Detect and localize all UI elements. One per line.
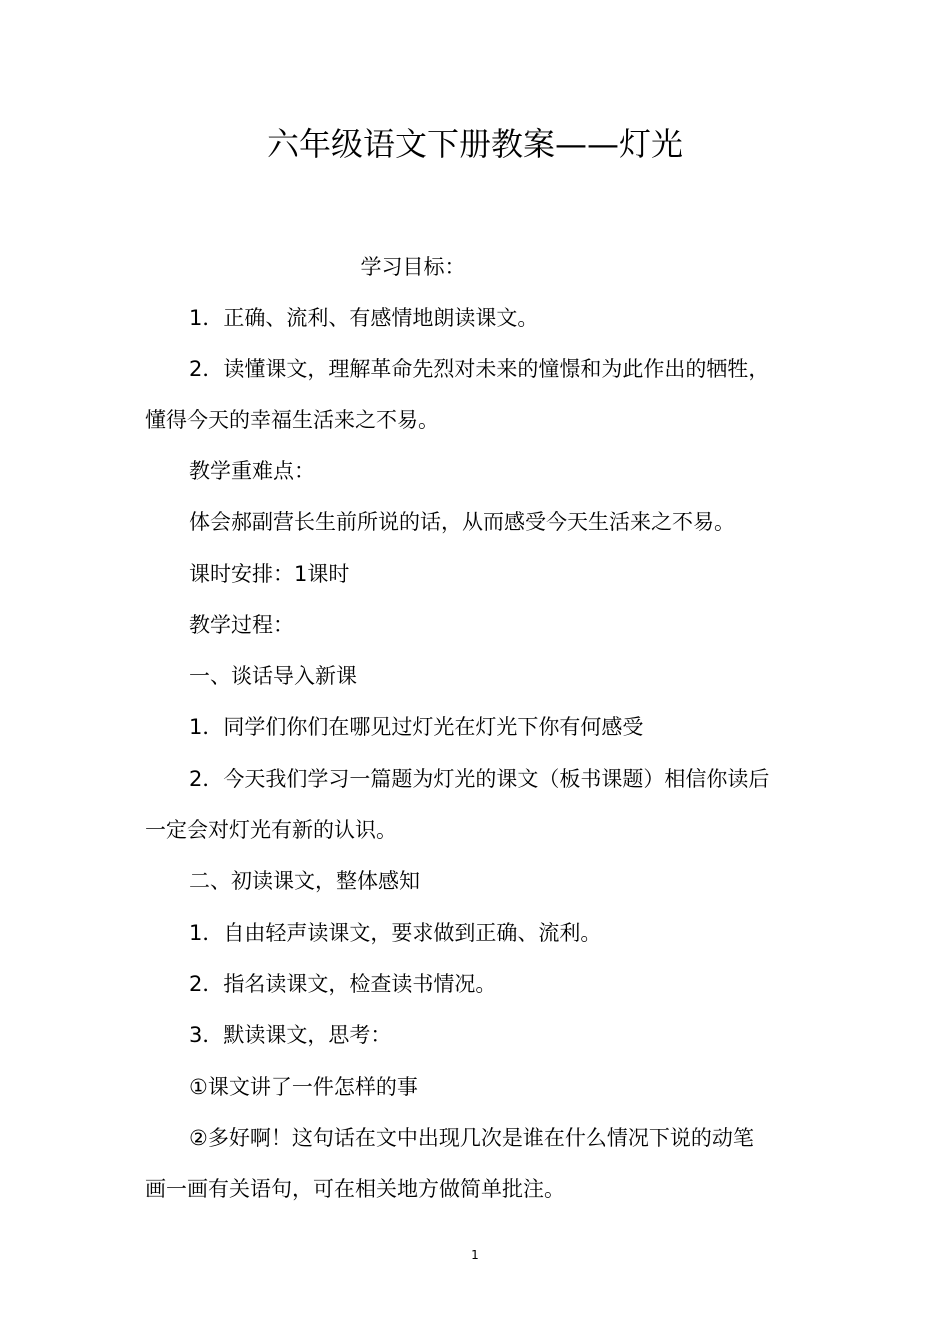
paragraph-line: 3．默读课文，思考： [189,1023,392,1047]
paragraph-line: 2．指名读课文，检查读书情况。 [189,972,497,996]
section-heading-learning-goals: 学习目标： [360,255,466,279]
paragraph-line: 2．读懂课文，理解革命先烈对未来的憧憬和为此作出的牺牲， [189,357,770,381]
paragraph-line: 懂得今天的幸福生活来之不易。 [145,408,439,432]
paragraph-line: 一、谈话导入新课 [189,664,357,688]
paragraph-line: 一定会对灯光有新的认识。 [145,818,397,842]
paragraph-line: 1．自由轻声读课文，要求做到正确、流利。 [189,921,602,945]
section-heading-key-points: 教学重难点： [189,459,315,483]
paragraph-line: 课时安排：1课时 [189,562,350,586]
paragraph-line: 二、初读课文，整体感知 [189,869,420,893]
page-number: 1 [471,1248,479,1262]
document-title: 六年级语文下册教案——灯光 [266,125,683,163]
paragraph-line: 1．正确、流利、有感情地朗读课文。 [189,306,539,330]
paragraph-line: 1．同学们你们在哪见过灯光在灯光下你有何感受 [189,715,644,739]
paragraph-line: 2．今天我们学习一篇题为灯光的课文（板书课题）相信你读后 [189,767,770,791]
section-heading-process: 教学过程： [189,613,294,637]
paragraph-line: ①课文讲了一件怎样的事 [189,1075,418,1099]
paragraph-line: 体会郝副营长生前所说的话，从而感受今天生活来之不易。 [189,510,735,534]
paragraph-line: 画一画有关语句，可在相关地方做简单批注。 [145,1177,565,1201]
paragraph-line: ②多好啊！这句话在文中出现几次是谁在什么情况下说的动笔 [189,1126,754,1150]
